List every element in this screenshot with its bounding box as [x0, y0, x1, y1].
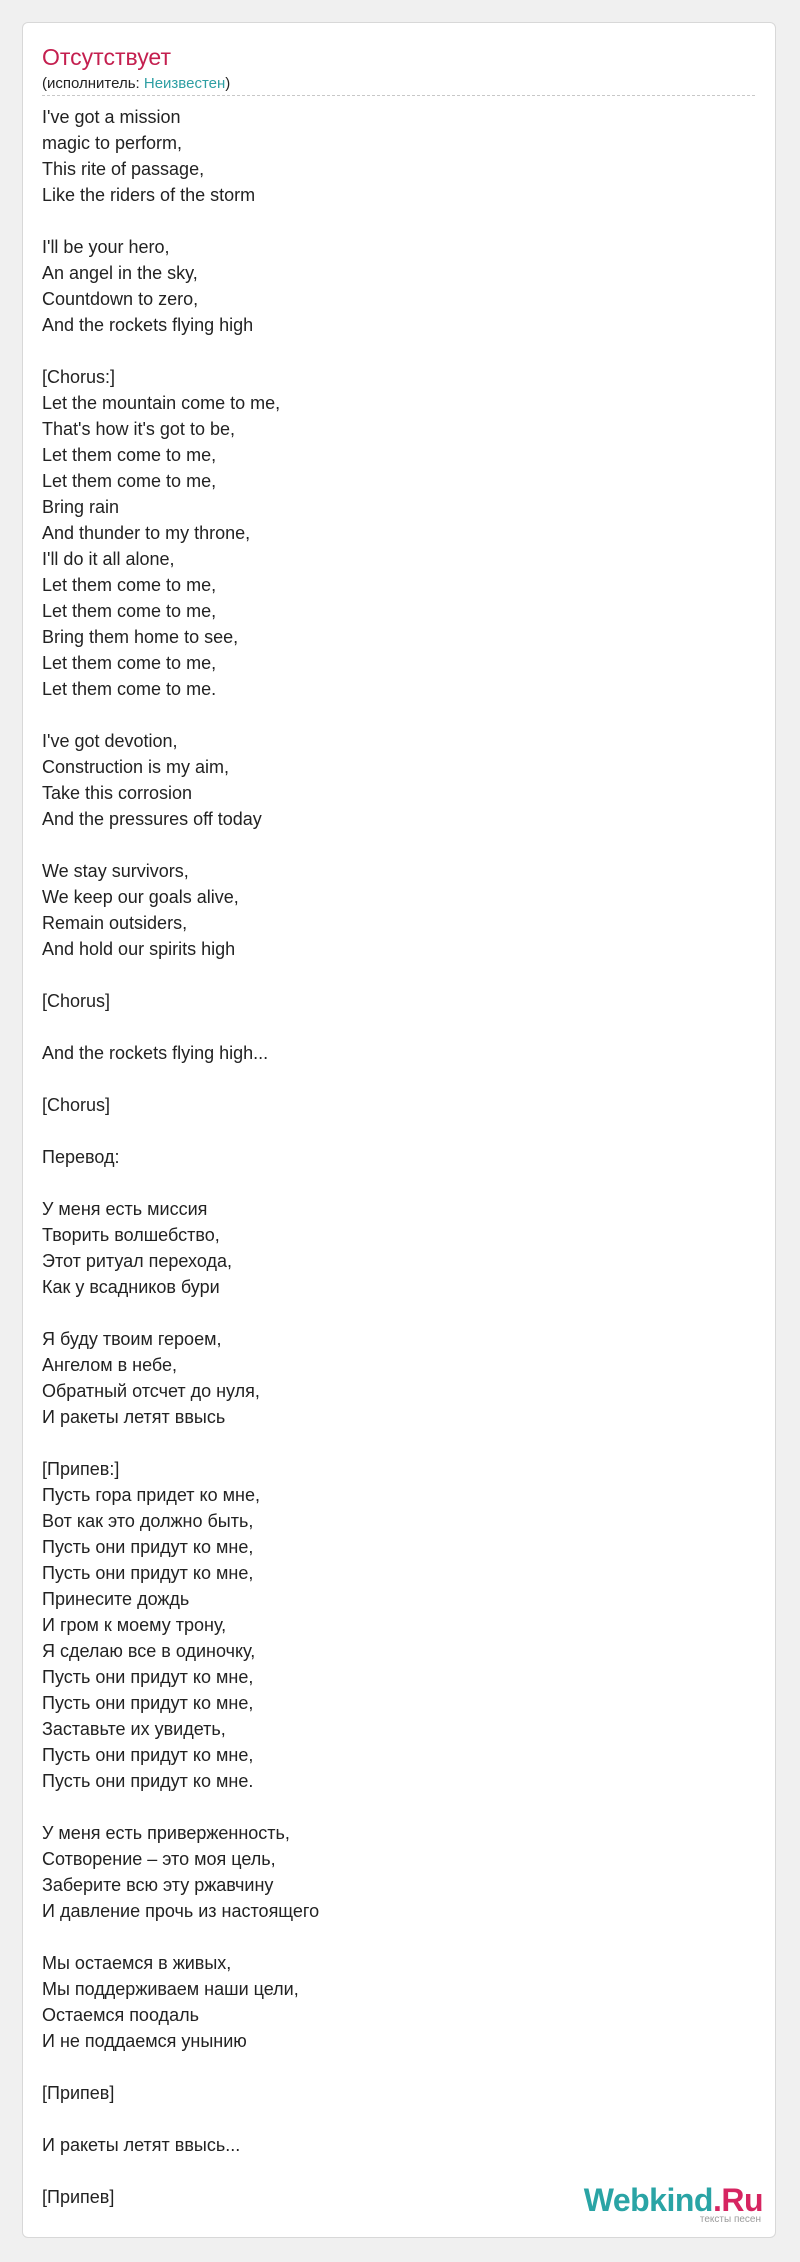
lyrics-line: magic to perform,	[42, 133, 183, 153]
artist-suffix: )	[225, 75, 231, 92]
lyrics-line: Пусть они придут ко мне.	[42, 1771, 254, 1791]
lyrics-line: I'll do it all alone,	[42, 549, 175, 569]
lyrics-blank-line	[42, 1300, 742, 1326]
lyrics-line: Construction is my aim,	[42, 757, 230, 777]
lyrics-blank-line	[42, 1066, 742, 1092]
lyrics-blank-line	[42, 1430, 742, 1456]
site-logo[interactable]	[584, 2183, 763, 2225]
logo-brand: Webkind	[583, 2182, 713, 2218]
artist-link[interactable]: Неизвестен	[143, 75, 226, 92]
lyrics-line: Я буду твоим героем,	[42, 1329, 222, 1349]
lyrics-line: Ангелом в небе,	[42, 1355, 178, 1375]
lyrics-line: Пусть они придут ко мне,	[42, 1667, 254, 1687]
lyrics-line: И ракеты летят ввысь	[42, 1407, 226, 1427]
lyrics-line: [Chorus:]	[42, 367, 116, 387]
lyrics-line: This rite of passage,	[42, 159, 205, 179]
lyrics-line: Let them come to me.	[42, 679, 217, 699]
lyrics-line: We stay survivors,	[42, 861, 189, 881]
lyrics-line: Countdown to zero,	[42, 289, 199, 309]
title-divider	[42, 95, 755, 96]
lyrics-blank-line	[42, 702, 742, 728]
lyrics-line: Принесите дождь	[42, 1589, 190, 1609]
lyrics-line: Мы поддерживаем наши цели,	[42, 1979, 299, 1999]
lyrics-line: I've got a mission	[42, 107, 181, 127]
lyrics-line: And the rockets flying high...	[42, 1043, 269, 1063]
lyrics-line: Let them come to me,	[42, 601, 217, 621]
lyrics-line: Bring them home to see,	[42, 627, 239, 647]
logo-tagline: тексты песен	[699, 2214, 761, 2225]
lyrics-line: У меня есть миссия	[42, 1199, 208, 1219]
lyrics-line: И не поддаемся унынию	[42, 2031, 247, 2051]
lyrics-blank-line	[42, 208, 742, 234]
artist-prefix: (исполнитель:	[42, 75, 144, 92]
lyrics-line: Мы остаемся в живых,	[42, 1953, 232, 1973]
lyrics-line: Let the mountain come to me,	[42, 393, 281, 413]
lyrics-line: [Припев:]	[42, 1459, 120, 1479]
lyrics-line: Заставьте их увидеть,	[42, 1719, 226, 1739]
lyrics-line: И гром к моему трону,	[42, 1615, 227, 1635]
lyrics-blank-line	[42, 1924, 742, 1950]
lyrics-blank-line	[42, 1794, 742, 1820]
lyrics-line: И ракеты летят ввысь...	[42, 2135, 241, 2155]
lyrics-line: And the rockets flying high	[42, 315, 254, 335]
lyrics-line: Вот как это должно быть,	[42, 1511, 254, 1531]
lyrics-line: Пусть они придут ко мне,	[42, 1745, 254, 1765]
lyrics-blank-line	[42, 2158, 742, 2184]
lyrics-blank-line	[42, 1118, 742, 1144]
lyrics-line: I'll be your hero,	[42, 237, 170, 257]
lyrics-line: Let them come to me,	[42, 445, 217, 465]
lyrics-line: And thunder to my throne,	[42, 523, 251, 543]
lyrics-line: [Chorus]	[42, 991, 111, 1011]
lyrics-line: That's how it's got to be,	[42, 419, 235, 439]
lyrics-line: An angel in the sky,	[42, 263, 198, 283]
lyrics-line: [Припев]	[42, 2083, 115, 2103]
lyrics-blank-line	[42, 1170, 742, 1196]
lyrics-line: Bring rain	[42, 497, 120, 517]
lyrics-line: Remain outsiders,	[42, 913, 188, 933]
lyrics-line: Пусть они придут ко мне,	[42, 1537, 254, 1557]
lyrics-blank-line	[42, 962, 742, 988]
lyrics-line: I've got devotion,	[42, 731, 178, 751]
lyrics-line: Я сделаю все в одиночку,	[42, 1641, 256, 1661]
lyrics-line: Let them come to me,	[42, 575, 217, 595]
lyrics-blank-line	[42, 832, 742, 858]
lyrics-line: Остаемся поодаль	[42, 2005, 199, 2025]
lyrics-card	[22, 22, 776, 2238]
lyrics-line: We keep our goals alive,	[42, 887, 239, 907]
lyrics-line: Как у всадников бури	[42, 1277, 220, 1297]
lyrics-line: Сотворение – это моя цель,	[42, 1849, 276, 1869]
lyrics-line: Перевод:	[42, 1147, 120, 1167]
lyrics-line: And the pressures off today	[42, 809, 262, 829]
lyrics-line: Творить волшебство,	[42, 1225, 220, 1245]
lyrics-line: Like the riders of the storm	[42, 185, 256, 205]
song-title: Отсутствует	[42, 44, 171, 70]
lyrics-line: Обратный отсчет до нуля,	[42, 1381, 260, 1401]
lyrics-line: И давление прочь из настоящего	[42, 1901, 320, 1921]
lyrics-line: [Припев]	[42, 2187, 115, 2207]
lyrics-line: [Chorus]	[42, 1095, 111, 1115]
lyrics-line: And hold our spirits high	[42, 939, 236, 959]
lyrics-line: Take this corrosion	[42, 783, 193, 803]
lyrics-line: Пусть они придут ко мне,	[42, 1693, 254, 1713]
lyrics-line: Заберите всю эту ржавчину	[42, 1875, 274, 1895]
lyrics-line: Пусть гора придет ко мне,	[42, 1485, 260, 1505]
lyrics-line: Let them come to me,	[42, 653, 217, 673]
lyrics-line: Let them come to me,	[42, 471, 217, 491]
lyrics-blank-line	[42, 2106, 742, 2132]
lyrics-line: Пусть они придут ко мне,	[42, 1563, 254, 1583]
lyrics-blank-line	[42, 2054, 742, 2080]
lyrics-text	[42, 104, 742, 2210]
lyrics-blank-line	[42, 338, 742, 364]
artist-line	[42, 75, 230, 93]
lyrics-line: У меня есть приверженность,	[42, 1823, 290, 1843]
lyrics-line: Этот ритуал перехода,	[42, 1251, 232, 1271]
logo-tld: .Ru	[712, 2182, 763, 2218]
lyrics-blank-line	[42, 1014, 742, 1040]
